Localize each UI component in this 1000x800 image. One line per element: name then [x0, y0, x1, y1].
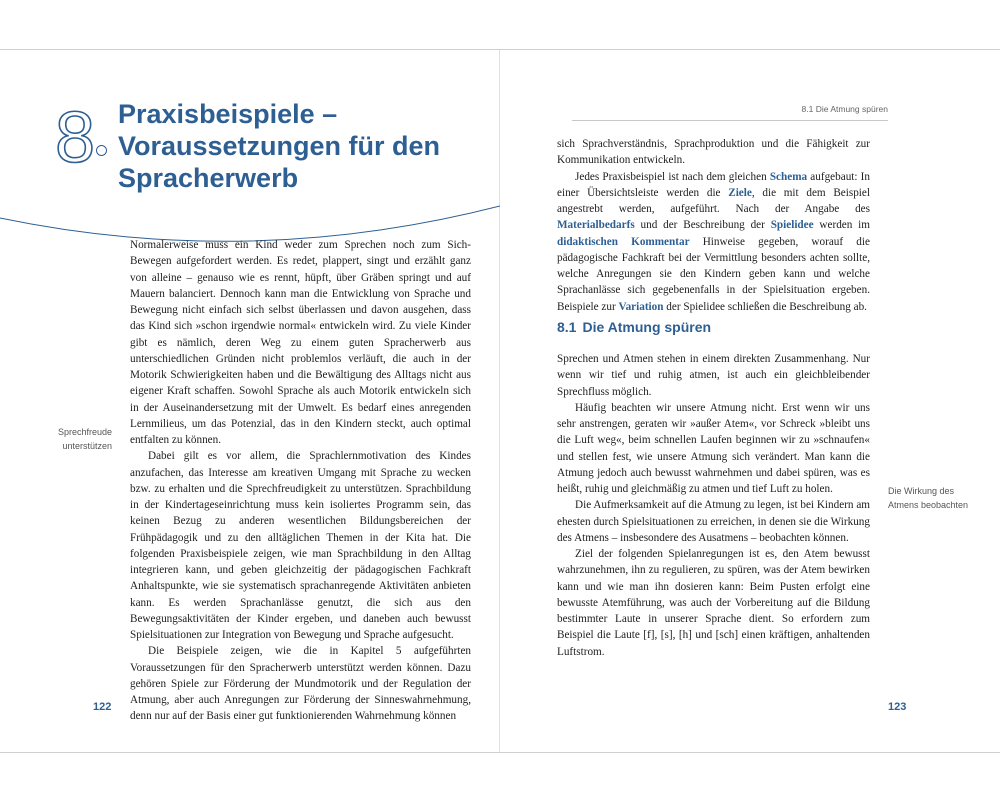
text-run: , die mit dem Beispiel angestrebt werden, aufgeführt. Nach der Angabe des: [557, 186, 870, 215]
margin-note-line: unterstützen: [62, 441, 112, 451]
running-head: 8.1 Die Atmung spüren: [801, 104, 888, 114]
chapter-number: 8: [55, 98, 95, 178]
term-materialbedarf: Materialbedarfs: [557, 219, 635, 232]
paragraph: sich Sprachverständnis, Sprachproduktion und die Fähigkeit zur Kommunikation entwickeln.: [557, 138, 870, 167]
paragraph: Dabei gilt es vor allem, die Sprachlernmotivation des Kindes anzufachen, das Interesse am kreativen Umgang mit Sprache zu wecken bzw. zu erhalten und die Sprechfreudigkeit zu unterstützen. Sprachbildung in der Kindertageseinrichtung muss kein isoliertes Programm sein, das keinen Bezug zu anderen wesentlichen Bildungsbereichen der Frühpädagogik und zu den alltäglichen Themen in der Kita hat. Die folgenden Praxisbeispiele zeigen, wie man Sprachbildung in den Alltag integrieren kann, und geben gleichzeitig der pädagogischen Fachkraft Anhaltspunkte, wie sie systematisch sprachanregende Aktivitäten anbieten kann. Es werden Sprachanlässe genutzt, die sich aus den Bewegungsaktivitäten der Kinder ergeben, und daneben auch bewusst Spielsituationen zur Integration von Bewegung und Sprache aufgesucht.: [130, 450, 471, 641]
page-number-right: 123: [888, 701, 907, 713]
text-run: Jedes Praxisbeispiel ist nach dem gleichen: [575, 170, 770, 183]
book-spread: [0, 49, 1000, 753]
text-run: der Spielidee schließen die Beschreibung ab.: [663, 300, 867, 313]
paragraph: Die Aufmerksamkeit auf die Atmung zu legen, ist bei Kindern am ehesten durch Spielsituationen zu erreichen, in denen sie die Wirkung des Atmens – insbesondere des Ausatmens – beobachten können.: [557, 499, 870, 544]
text-run: aufgebaut: In einer Übersichtsleiste werden die: [557, 170, 870, 199]
page-number-left: 122: [93, 701, 112, 713]
margin-note-left: [22, 425, 112, 453]
section-number: 8.1: [557, 319, 577, 335]
margin-note-line: Sprechfreude: [57, 427, 112, 437]
paragraph: Ziel der folgenden Spielanregungen ist es, den Atem bewusst wahrzunehmen, ihn zu regulieren, zu spüren, was der Atem bewirken kann und wie man ihn dosieren kann: Beim Pusten erfolgt eine bewusste Atemführung, was auch der Vorbereitung auf die Bildung bestimmter Laute in unserer Sprache dient. So erfordern zum Beispiel die Laute [f], [s], [h] und [sch] einen kräftigen, anhaltenden Luftstrom.: [557, 548, 870, 658]
text-run: Hinweise gegeben, worauf die pädagogische Fachkraft bei der Vermittlung besonders achten sollte, welche Anregungen sie den Kindern geben kann und welche Sprachanlässe sich gegebenenfalls in der Spielsituation ergeben. Beispiele zur: [557, 235, 870, 313]
margin-note-right: [888, 484, 978, 512]
right-body-section: [557, 351, 870, 660]
schema-paragraph: [557, 169, 870, 315]
section-title: Die Atmung spüren: [582, 319, 712, 335]
chapter-title-line: Spracherwerb: [118, 163, 299, 193]
paragraph: Häufig beachten wir unsere Atmung nicht. Erst wenn wir uns sehr anstrengen, geraten wir »außer Atem«, vor Schreck »bleibt uns die Luft weg«, beim schnellen Laufen beginnen wir zu »schnaufen« und stellen fest, wie unsere Atmung sich verändert. Man kann die Atmung jedoch auch bewusst wahrnehmen und dabei spüren, was es heißt, ruhig und gleichmäßig zu atmen und tief Luft zu holen.: [557, 401, 870, 495]
left-body-text: [130, 237, 471, 725]
term-didaktischer-kommentar: didaktischen Kommentar: [557, 235, 690, 248]
right-body-intro: [557, 136, 870, 315]
term-variation: Variation: [618, 300, 664, 313]
margin-note-line: Die Wirkung des: [888, 486, 955, 496]
chapter-title-line: Voraussetzungen für den: [118, 131, 441, 161]
section-heading: [557, 319, 711, 335]
text-run: und der Beschreibung der: [634, 219, 771, 232]
paragraph: Sprechen und Atmen stehen in einem direkten Zusammenhang. Nur wenn wir tief und ruhig atmen, ist auch ein gleichbleibender Sprechfluss möglich.: [557, 353, 870, 398]
paragraph: Normalerweise muss ein Kind weder zum Sprechen noch zum Sich-Bewegen aufgefordert werden. Es redet, plappert, singt und erzählt ganz von alleine – genauso wie es rennt, hüpft, über Gräben springt und auf Mauern balanciert. Dennoch kann man die Entwicklung von Sprache und Bewegung nicht einfach sich selbst überlassen und davon ausgehen, dass das Kind sich »schon irgendwie normal« entwickeln wird. Zu viele Kinder gibt es nämlich, deren Weg zu einem guten Spracherwerb aus unterschiedlichen Gründen nicht problemlos verläuft, die auch in der Motorik Schwierigkeiten haben und die Bewältigung des Alltags nicht aus eigener Kraft schaffen. Sowohl Sprache als auch Motorik entwickeln sich in der Auseinandersetzung mit der Umwelt. Es bedarf eines anregenden Lernmilieus, um das Potenzial, das in den Kindern steckt, auch optimal entfalten zu können.: [130, 239, 471, 446]
chapter-title-line: Praxisbeispiele –: [118, 99, 338, 129]
term-schema: Schema: [769, 170, 808, 183]
term-ziele: Ziele: [728, 186, 752, 199]
margin-note-line: Atmens beobachten: [888, 500, 969, 510]
paragraph: Die Beispiele zeigen, wie die in Kapitel 5 aufgeführten Voraussetzungen für den Spracherwerb unterstützt werden können. Dazu gehören Spiele zur Förderung der Mundmotorik und der Regulation der Atmung, aber auch Anregungen zur Förderung der Sinneswahrnehmung, denn nur auf der Basis einer gut funktionierenden Wahrnehmung können: [130, 645, 471, 723]
term-spielidee: Spielidee: [770, 219, 814, 232]
text-run: werden im: [813, 219, 870, 232]
